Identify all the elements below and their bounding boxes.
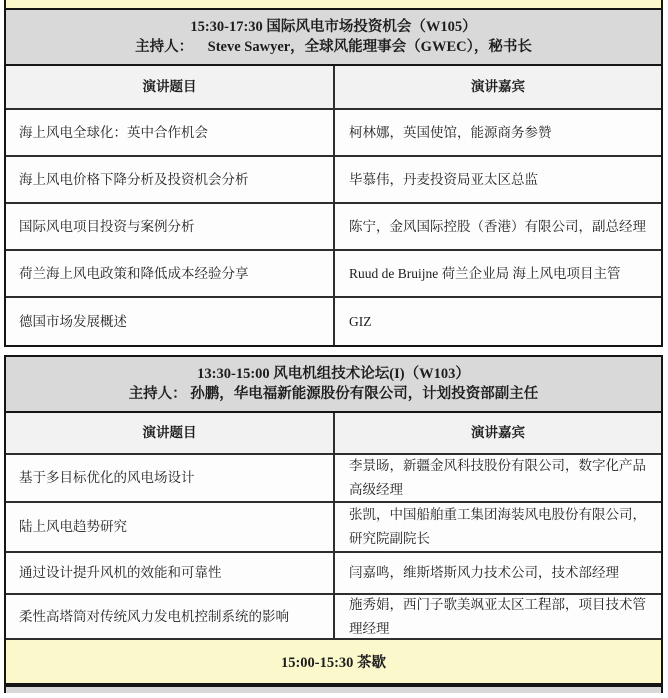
clipped-previous-row [4, 0, 663, 8]
column-header-topic: 演讲题目 [6, 66, 335, 108]
talk-topic: 德国市场发展概述 [6, 298, 335, 345]
talk-speaker: 李景旸，新疆金风科技股份有限公司，数字化产品高级经理 [349, 458, 646, 497]
talk-speaker: 柯林娜，英国使馆，能源商务参赞 [349, 124, 552, 140]
talk-topic: 海上风电价格下降分析及投资机会分析 [6, 157, 335, 202]
session1-header [6, 10, 661, 66]
table-row [6, 503, 661, 553]
session2-column-header-row [6, 413, 661, 455]
table-row [6, 298, 661, 345]
session-table-international-investment [4, 8, 663, 347]
talk-topic: 海上风电全球化：英中合作机会 [6, 110, 335, 155]
talk-speaker: 毕慕伟，丹麦投资局亚太区总监 [349, 171, 538, 187]
talk-speaker: Ruud de Bruijne 荷兰企业局 海上风电项目主管 [349, 265, 621, 281]
talk-topic: 柔性高塔筒对传统风力发电机控制系统的影响 [6, 595, 335, 638]
talk-speaker: 张凯，中国船舶重工集团海装风电股份有限公司，研究院副院长 [349, 507, 646, 546]
table-row [6, 251, 661, 298]
column-header-topic: 演讲题目 [6, 413, 335, 453]
table-row [6, 455, 661, 503]
table-row [6, 157, 661, 204]
column-header-speaker: 演讲嘉宾 [471, 79, 525, 94]
session1-moderator: 主持人： Steve Sawyer，全球风能理事会（GWEC），秘书长 [135, 39, 532, 55]
table-row [6, 110, 661, 157]
tea-break-banner: 15:00-15:30 茶歇 [6, 640, 661, 683]
session1-column-header-row [6, 66, 661, 110]
talk-topic: 荷兰海上风电政策和降低成本经验分享 [6, 251, 335, 296]
table-row [6, 595, 661, 640]
clipped-next-section [4, 685, 663, 693]
table-gap [4, 347, 663, 355]
talk-speaker: 陈宁，金风国际控股（香港）有限公司，副总经理 [349, 218, 646, 234]
agenda-content [4, 0, 663, 693]
talk-topic: 国际风电项目投资与案例分析 [6, 204, 335, 249]
table-row [6, 204, 661, 251]
column-header-speaker: 演讲嘉宾 [471, 425, 525, 440]
session2-moderator: 主持人： 孙鹏，华电福新能源股份有限公司，计划投资部副主任 [128, 386, 539, 402]
talk-topic: 陆上风电趋势研究 [6, 503, 335, 551]
session-table-turbine-technology [4, 355, 663, 685]
talk-speaker: 闫嘉鸣，维斯塔斯风力技术公司，技术部经理 [349, 565, 619, 580]
session1-title: 15:30-17:30 国际风电市场投资机会（W105） [190, 19, 477, 35]
table-row [6, 553, 661, 595]
session2-header [6, 357, 661, 413]
talk-topic: 通过设计提升风机的效能和可靠性 [6, 553, 335, 593]
session2-title: 13:30-15:00 风电机组技术论坛(I)（W103） [197, 366, 470, 382]
talk-topic: 基于多目标优化的风电场设计 [6, 455, 335, 501]
talk-speaker: GIZ [349, 313, 372, 329]
talk-speaker: 施秀娟，西门子歌美飒亚太区工程部，项目技术管理经理 [349, 596, 646, 636]
